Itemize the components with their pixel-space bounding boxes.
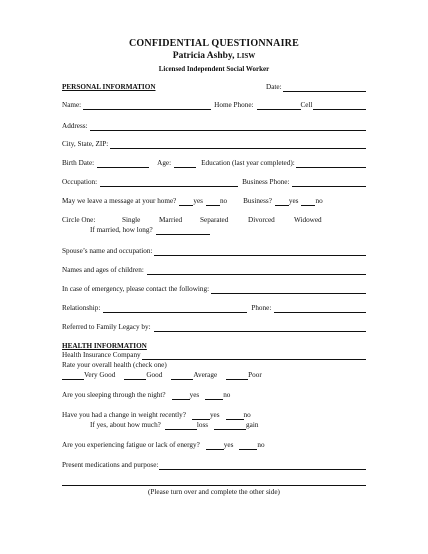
married-how-long-label: If married, how long? [90, 226, 153, 234]
poor-label: Poor [248, 371, 262, 379]
medications-blank[interactable] [159, 461, 366, 470]
marital-option-single[interactable]: Single [122, 216, 141, 224]
fatigue-yes-label: yes [223, 441, 234, 449]
insurance-blank[interactable] [142, 351, 366, 360]
sleeping-label: Are you sleeping through the night? [62, 391, 166, 399]
home-message-yes-blank[interactable] [179, 197, 193, 206]
good-blank[interactable] [124, 371, 146, 380]
birth-date-blank[interactable] [97, 159, 149, 168]
birth-row [62, 159, 366, 168]
city-row [62, 140, 366, 149]
emergency-phone-blank[interactable] [274, 304, 366, 313]
therapist-credential: LISW [236, 52, 256, 60]
home-message-yes-label: yes [193, 197, 203, 205]
married-how-long-blank[interactable] [156, 226, 210, 235]
home-phone-label: Home Phone: [214, 101, 254, 109]
fatigue-label: Are you experiencing fatigue or lack of energy? [62, 441, 200, 449]
cell-blank[interactable] [313, 101, 366, 110]
name-row [62, 101, 366, 110]
occupation-blank[interactable] [100, 178, 238, 187]
therapist-name-text: Patricia Ashby, [172, 51, 235, 61]
circle-one-label: Circle One: [62, 216, 96, 224]
fatigue-no-label: no [257, 441, 265, 449]
how-much-label: If yes, about how much? [90, 421, 161, 429]
children-row [62, 266, 366, 275]
weight-gain-blank[interactable] [214, 421, 246, 430]
business-message-no-blank[interactable] [301, 197, 315, 206]
spouse-row [62, 247, 366, 256]
birth-date-label: Birth Date: [62, 159, 95, 167]
date-blank[interactable] [283, 83, 366, 92]
form-title: CONFIDENTIAL QUESTIONNAIRE [129, 38, 299, 49]
therapist-name [0, 51, 428, 61]
age-blank[interactable] [174, 159, 196, 168]
message-label: May we leave a message at your home? [62, 197, 177, 205]
sleeping-yes-blank[interactable] [172, 391, 190, 400]
spouse-label: Spouse’s name and occupation: [62, 247, 153, 255]
very-good-label: Very Good [84, 371, 116, 379]
personal-section-title: PERSONAL INFORMATION [62, 83, 156, 91]
date-field[interactable] [266, 83, 366, 92]
weight-yes-blank[interactable] [192, 411, 210, 420]
weight-no-label: no [243, 411, 251, 419]
emergency-blank[interactable] [211, 285, 366, 294]
home-message-no-blank[interactable] [206, 197, 220, 206]
turn-over-note: (Please turn over and complete the other side) [148, 488, 280, 496]
sleeping-no-label: no [223, 391, 231, 399]
sleeping-yes-label: yes [189, 391, 200, 399]
marital-option-separated[interactable]: Separated [200, 216, 229, 224]
emergency-phone-label: Phone: [251, 304, 272, 312]
name-blank[interactable] [83, 101, 211, 110]
emergency-label: In case of emergency, please contact the following: [62, 285, 210, 293]
children-label: Names and ages of children: [62, 266, 144, 274]
address-blank[interactable] [90, 122, 366, 131]
date-label: Date: [266, 83, 282, 91]
weight-amount-row [90, 421, 258, 430]
education-blank[interactable] [296, 159, 366, 168]
address-row [62, 122, 366, 131]
health-section-title: HEALTH INFORMATION [62, 342, 147, 350]
cell-label: Cell [300, 101, 313, 109]
business-message-yes-blank[interactable] [275, 197, 289, 206]
insurance-row [62, 351, 366, 360]
weight-gain-label: gain [246, 421, 259, 429]
medications-row [62, 461, 366, 470]
relationship-blank[interactable] [103, 304, 247, 313]
fatigue-yes-blank[interactable] [206, 441, 224, 450]
marital-option-married[interactable]: Married [159, 216, 183, 224]
therapist-title: Licensed Independent Social Worker [158, 65, 270, 73]
married-how-long-row [90, 226, 210, 235]
weight-loss-blank[interactable] [165, 421, 197, 430]
business-phone-label: Business Phone: [242, 178, 290, 186]
education-label: Education (last year completed): [201, 159, 295, 167]
city-state-zip-label: City, State, ZIP: [62, 140, 109, 148]
occupation-row [62, 178, 366, 187]
sleeping-no-blank[interactable] [205, 391, 223, 400]
name-label: Name: [62, 101, 82, 109]
medications-blank-line-2[interactable] [62, 485, 366, 486]
business-message-label: Business? [243, 197, 272, 205]
city-state-zip-blank[interactable] [110, 140, 366, 149]
referred-blank[interactable] [154, 323, 366, 332]
business-message-no-label: no [315, 197, 323, 205]
emergency-row [62, 285, 366, 294]
health-options-row [62, 371, 262, 380]
referred-row [62, 323, 366, 332]
weight-yes-label: yes [209, 411, 220, 419]
marital-option-widowed[interactable]: Widowed [294, 216, 322, 224]
business-phone-blank[interactable] [292, 178, 366, 187]
children-blank[interactable] [147, 266, 366, 275]
poor-blank[interactable] [226, 371, 248, 380]
fatigue-row [62, 441, 366, 450]
very-good-blank[interactable] [62, 371, 84, 380]
relationship-row [62, 304, 366, 313]
weight-row [62, 411, 366, 420]
spouse-blank[interactable] [154, 247, 366, 256]
occupation-label: Occupation: [62, 178, 98, 186]
average-blank[interactable] [171, 371, 193, 380]
message-row [62, 197, 366, 206]
average-label: Average [193, 371, 218, 379]
medications-label: Present medications and purpose: [62, 461, 159, 469]
home-phone-blank[interactable] [257, 101, 301, 110]
insurance-label: Health Insurance Company [62, 351, 141, 359]
rate-health-label: Rate your overall health (check one) [62, 361, 167, 369]
relationship-label: Relationship: [62, 304, 101, 312]
sleeping-row [62, 391, 366, 400]
business-message-yes-label: yes [288, 197, 299, 205]
good-label: Good [146, 371, 163, 379]
fatigue-no-blank[interactable] [239, 441, 257, 450]
referred-label: Referred to Family Legacy by: [62, 323, 151, 331]
age-label: Age: [157, 159, 172, 167]
weight-no-blank[interactable] [226, 411, 244, 420]
home-message-no-label: no [219, 197, 228, 205]
marital-option-divorced[interactable]: Divorced [248, 216, 275, 224]
weight-loss-label: loss [196, 421, 209, 429]
address-label: Address: [62, 122, 88, 130]
weight-label: Have you had a change in weight recently? [62, 411, 186, 419]
